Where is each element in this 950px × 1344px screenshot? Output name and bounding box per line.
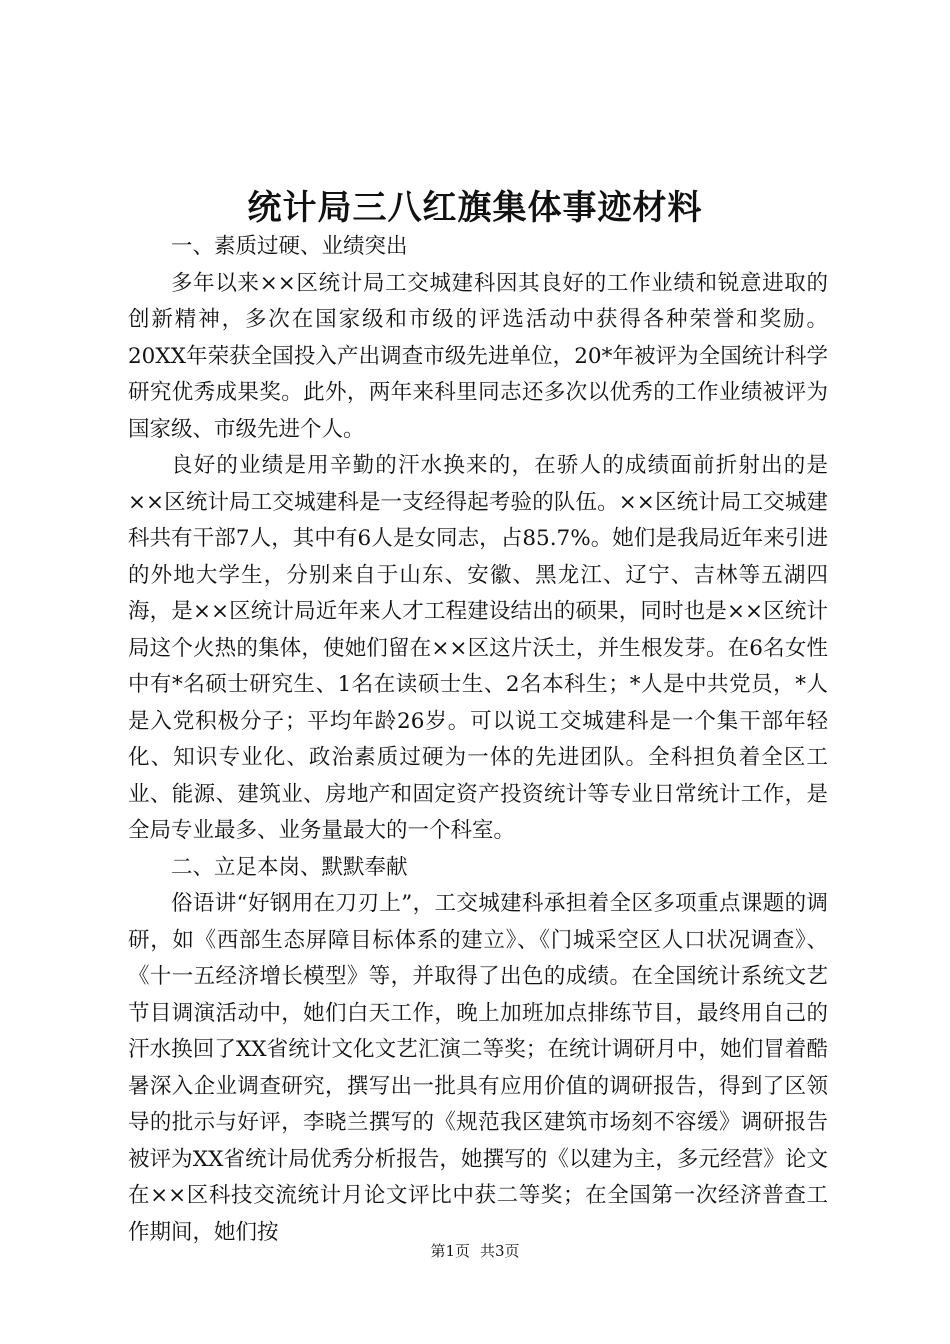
paragraph-1: 多年以来××区统计局工交城建科因其良好的工作业绩和锐意进取的创新精神，多次在国家级和市级的评选活动中获得各种荣誉和奖励。20XX年荣获全国投入产出调查市级先进单位，20*年被评为全国统计科学研究优秀成果奖。此外，两年来科里同志还多次以优秀的工作业绩被评为国家级、市级先进个人。 — [128, 270, 828, 442]
document-body — [128, 229, 828, 1251]
paragraph-2: 良好的业绩是用辛勤的汗水换来的，在骄人的成绩面前折射出的是××区统计局工交城建科是一支经得起考验的队伍。××区统计局工交城建科共有干部7人，其中有6人是女同志，占85.7%。她们是我局近年来引进的外地大学生，分别来自于山东、安徽、黑龙江、辽宁、吉林等五湖四海，是××区统计局近年来人才工程建设结出的硕果，同时也是××区统计局这个火热的集体，使她们留在××区这片沃土，并生根发芽。在6名女性中有*名硕士研究生、1名在读硕士生、2名本科生；*人是中共党员，*人是入党积极分子；平均年龄26岁。可以说工交城建科是一个集干部年轻化、知识专业化、政治素质过硬为一体的先进团队。全科担负着全区工业、能源、建筑业、房地产和固定资产投资统计等专业日常统计工作，是全局专业最多、业务量最大的一个科室。 — [128, 453, 828, 843]
page-footer — [0, 1241, 950, 1261]
paragraph-3: 俗语讲“好钢用在刀刃上”，工交城建科承担着全区多项重点课题的调研，如《西部生态屏障目标体系的建立》、《门城采空区人口状况调查》、《十一五经济增长模型》等，并取得了出色的成绩。在全国统计系统文艺节目调演活动中，她们白天工作，晚上加班加点排练节目，最终用自己的汗水换回了XX省统计文化文艺汇演二等奖；在统计调研月中，她们冒着酷暑深入企业调查研究，撰写出一批具有应用价值的调研报告，得到了区领导的批示与好评，李晓兰撰写的《规范我区建筑市场刻不容缓》调研报告被评为XX省统计局优秀分析报告，她撰写的《以建为主，多元经营》论文在××区科技交流统计月论文评比中获二等奖；在全国第一次经济普查工作期间，她们按 — [128, 891, 828, 1245]
page-number-current: 第1页 — [430, 1242, 470, 1260]
section-heading-2: 二、立足本岗、默默奉献 — [171, 854, 408, 880]
page-number-total: 共3页 — [480, 1242, 520, 1260]
section-heading-1: 一、素质过硬、业绩突出 — [171, 234, 408, 259]
document-title: 统计局三八红旗集体事迹材料 — [247, 188, 703, 228]
